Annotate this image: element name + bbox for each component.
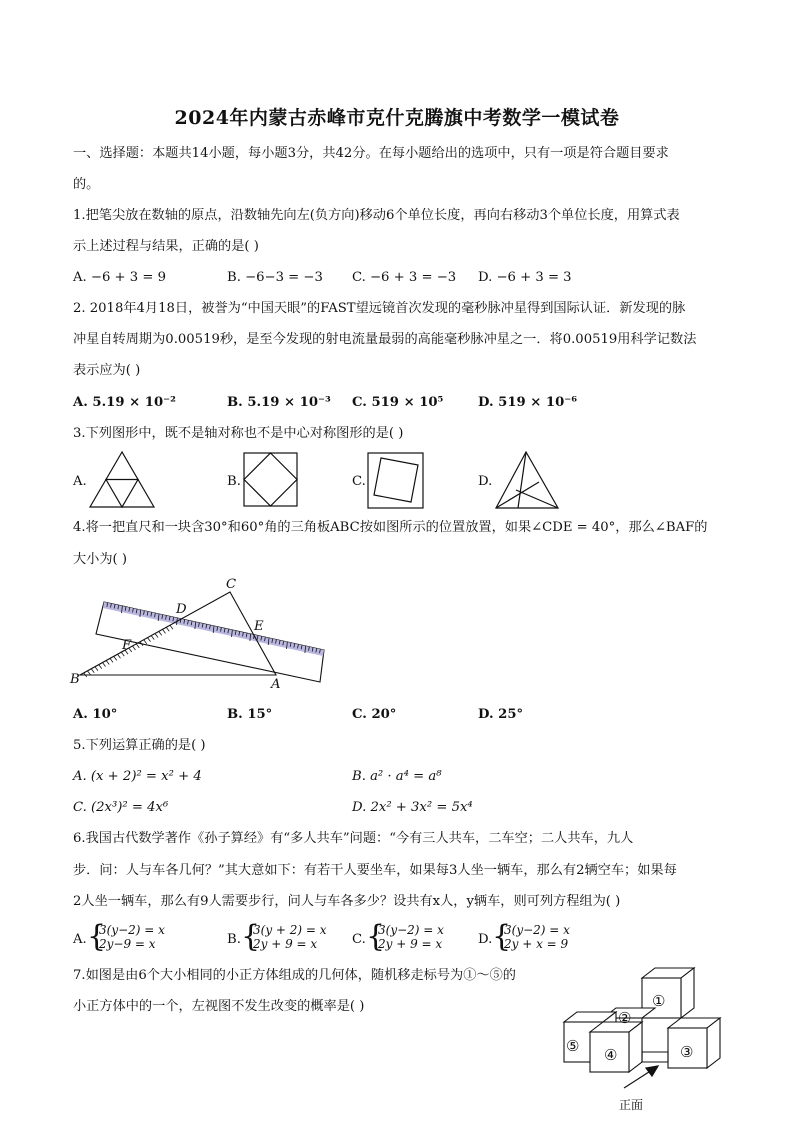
q4-label-f: F [122,638,132,653]
q7-stem-line1: 7.如图是由6个大小相同的小正方体组成的几何体，随机移走标号为①～⑤的 [73,968,516,983]
q5-option-c: C. (2x³)² = 4x⁶ [73,800,169,815]
q3-stem: 3.下列图形中，既不是轴对称也不是中心对称图形的是( ) [73,426,404,441]
q1-option-d: D. −6 + 3 = 3 [478,270,572,285]
q6-option-d-label: D. [478,932,493,947]
q2-option-a: A. 5.19 × 10⁻² [73,395,176,410]
triangle-tick [110,658,113,662]
q6-c-eq1: 3(y−2) = x [378,923,444,937]
q6-stem-line3: 2人坐一辆车，那么有9人需要步行，问人与车各多少？设共有x人，y辆车，则可列方程组为( ) [73,894,621,909]
q3-figure-b-square [243,452,299,508]
q6-option-c-system: { 3(y−2) = x 2y + 9 = x [366,919,444,954]
q5-option-a: A. (x + 2)² = x² + 4 [73,769,202,784]
q3-option-d-label: D. [478,474,493,489]
q7-cubes-figure [560,966,726,1096]
triangle-tick [170,625,173,629]
q6-a-eq1: 3(y−2) = x [99,923,165,937]
triangle-tick [114,656,117,660]
q4-ruler-triangle-figure [70,578,330,693]
q7-cube-label-5: ⑤ [566,1037,580,1055]
triangle-tick [148,638,151,642]
q4-label-c: C [226,577,237,592]
q6-stem-line2: 步．问：人与车各几何？”其大意如下：有若干人要坐车，如果每3人坐一辆车，那么有2辆空车；如果每 [73,863,677,878]
q7-cube-label-3: ③ [680,1043,694,1061]
q1-option-a: A. −6 + 3 = 9 [73,270,166,285]
q4-label-e: E [254,619,264,634]
q3-option-a-label: A. [73,474,87,489]
q5-option-d: D. 2x² + 3x² = 5x⁴ [352,800,473,815]
q2-option-d: D. 519 × 10⁻⁶ [478,395,577,410]
q4-stem-line1: 4.将一把直尺和一块含30°和60°角的三角板ABC按如图所示的位置放置，如果∠CDE = 40°，那么∠BAF的 [73,520,708,535]
q1-option-b: B. −6−3 = −3 [227,270,323,285]
q4-option-a: A. 10° [73,707,118,722]
q6-option-c-label: C. [352,932,366,947]
q3-option-c-label: C. [352,474,366,489]
q6-option-b-label: B. [227,932,241,947]
triangle-tick [159,631,162,635]
q1-stem-line1: 1.把笔尖放在数轴的原点，沿数轴先向左(负方向)移动6个单位长度，再向右移动3个单位长度，用算式表 [73,208,680,223]
q4-label-b: B [70,672,80,687]
q3-option-b-label: B. [227,474,241,489]
q1-stem-line2: 示上述过程与结果，正确的是( ) [73,239,259,254]
q3-figure-a-triangle [88,450,156,510]
q6-b-eq2: 2y + 9 = x [253,937,318,951]
triangle-tick [163,629,166,633]
triangle-tick [136,644,139,648]
triangle-tick [133,646,136,650]
q7-cube-label-2: ② [618,1009,632,1027]
triangle-tick [155,634,158,638]
q2-stem-line1: 2. 2018年4月18日，被誉为“中国天眼”的FAST望远镜首次发现的毫秒脉冲星得到国际认证．新发现的脉 [73,301,686,316]
q4-label-a: A [271,677,281,692]
q4-option-b: B. 15° [227,707,273,722]
q6-option-a-label: A. [73,932,87,947]
triangle-tick [144,640,147,644]
q7-cube-label-1: ① [652,992,666,1010]
triangle-tick [88,671,91,675]
triangle-tick [106,660,109,664]
section-heading-line1: 一、选择题：本题共14小题，每小题3分，共42分。在每小题给出的选项中，只有一项是符合题目要求 [73,146,669,161]
section-heading-line2: 的。 [73,177,100,192]
q1-option-c: C. −6 + 3 = −3 [352,270,457,285]
triangle-tick [103,663,106,667]
q5-option-b: B. a² · a⁴ = a⁸ [352,769,442,784]
q6-option-d-system: { 3(y−2) = x 2y + x = 9 [492,919,570,954]
q4-label-d: D [176,602,187,617]
triangle-tick [99,665,102,669]
q4-stem-line2: 大小为( ) [73,552,128,567]
triangle-tick [166,627,169,631]
q4-option-c: C. 20° [352,707,397,722]
q7-cube-label-4: ④ [604,1046,618,1064]
q7-stem-line2: 小正方体中的一个，左视图不发生改变的概率是( ) [73,999,365,1014]
q6-a-eq2: 2y−9 = x [99,937,156,951]
triangle-tick [118,654,121,658]
q6-b-eq1: 3(y + 2) = x [253,923,327,937]
q6-c-eq2: 2y + 9 = x [378,937,443,951]
q6-d-eq1: 3(y−2) = x [504,923,570,937]
q4-option-d: D. 25° [478,707,524,722]
q6-stem-line1: 6.我国古代数学著作《孙子算经》有“多人共车”问题：“今有三人共车，二车空；二人共车，九人 [73,831,634,846]
triangle-tick [91,669,94,673]
q3-figure-c-square [367,452,425,510]
q7-front-label: 正面 [619,1098,644,1112]
q5-stem: 5.下列运算正确的是( ) [73,738,206,753]
q2-option-b: B. 5.19 × 10⁻³ [227,395,331,410]
q2-stem-line3: 表示应为( ) [73,363,141,378]
q6-option-b-system: { 3(y + 2) = x 2y + 9 = x [241,919,327,954]
q2-stem-line2: 冲星自转周期为0.00519秒，是至今发现的射电流量最弱的高能毫秒脉冲星之一．将0.00519用科学记数法 [73,332,697,347]
triangle-tick [151,636,154,640]
q6-option-a-system: { 3(y−2) = x 2y−9 = x [87,919,165,954]
q6-d-eq2: 2y + x = 9 [504,937,569,951]
q3-figure-d-triangle [494,450,560,512]
page-title: 2024年内蒙古赤峰市克什克腾旗中考数学一模试卷 [174,107,620,129]
triangle-tick [95,667,98,671]
q2-option-c: C. 519 × 10⁵ [352,395,444,410]
